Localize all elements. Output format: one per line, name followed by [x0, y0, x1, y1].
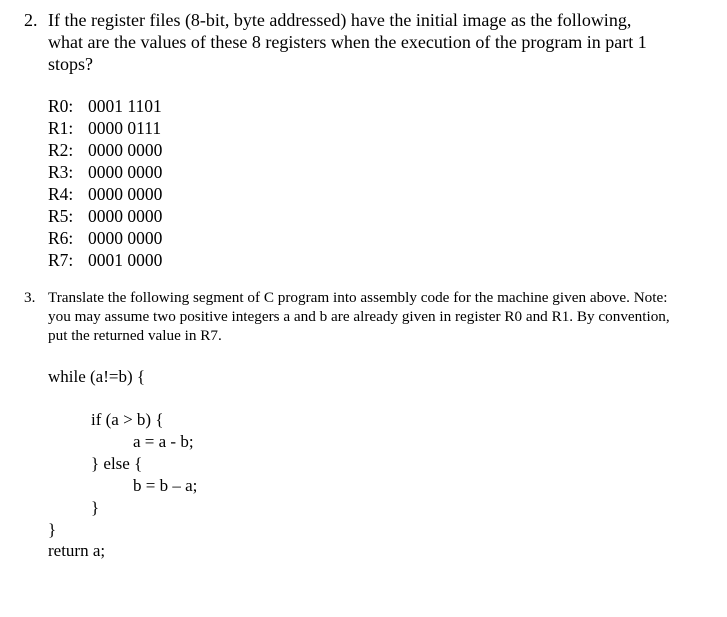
register-r5 — [48, 206, 162, 227]
register-value: 0001 1101 — [88, 96, 162, 116]
code-line-else: } else { — [91, 454, 143, 473]
register-name: R5: — [48, 206, 74, 226]
code-line-close-while: } — [48, 520, 57, 539]
register-value: 0001 0000 — [88, 250, 163, 270]
question-2-line-3: stops? — [48, 54, 93, 74]
register-value: 0000 0000 — [88, 184, 163, 204]
register-value: 0000 0000 — [88, 228, 163, 248]
question-3-line-2: you may assume two positive integers a and b are already given in register R0 and R1. By convention, — [48, 308, 670, 325]
question-3-line-1: Translate the following segment of C program into assembly code for the machine given above. Note: — [48, 289, 668, 306]
register-r7 — [48, 250, 162, 271]
register-name: R4: — [48, 184, 74, 204]
register-value: 0000 0111 — [88, 118, 162, 138]
question-2-line-1: If the register files (8-bit, byte addressed) have the initial image as the following, — [48, 10, 632, 30]
register-name: R3: — [48, 162, 74, 182]
register-name: R7: — [48, 250, 74, 270]
code-line-return: return a; — [48, 541, 106, 560]
code-line-close-if: } — [91, 498, 100, 517]
code-line-if: if (a > b) { — [91, 410, 164, 429]
register-value: 0000 0000 — [88, 206, 163, 226]
register-value: 0000 0000 — [88, 140, 163, 160]
question-3-number: 3. — [24, 289, 36, 306]
register-r2 — [48, 140, 162, 161]
register-name: R6: — [48, 228, 74, 248]
register-r3 — [48, 162, 162, 183]
question-3-line-3: put the returned value in R7. — [48, 327, 222, 344]
question-2-line-2: what are the values of these 8 registers when the execution of the program in part 1 — [48, 32, 647, 52]
register-r0 — [48, 96, 162, 117]
register-r6 — [48, 228, 162, 249]
question-2-number: 2. — [24, 10, 38, 30]
register-value: 0000 0000 — [88, 162, 163, 182]
code-line-while: while (a!=b) { — [48, 367, 146, 386]
code-line-a-assign: a = a - b; — [133, 432, 194, 451]
register-name: R1: — [48, 118, 74, 138]
register-name: R2: — [48, 140, 74, 160]
register-name: R0: — [48, 96, 74, 116]
code-line-b-assign: b = b – a; — [133, 476, 198, 495]
register-r1 — [48, 118, 161, 139]
register-r4 — [48, 184, 162, 205]
